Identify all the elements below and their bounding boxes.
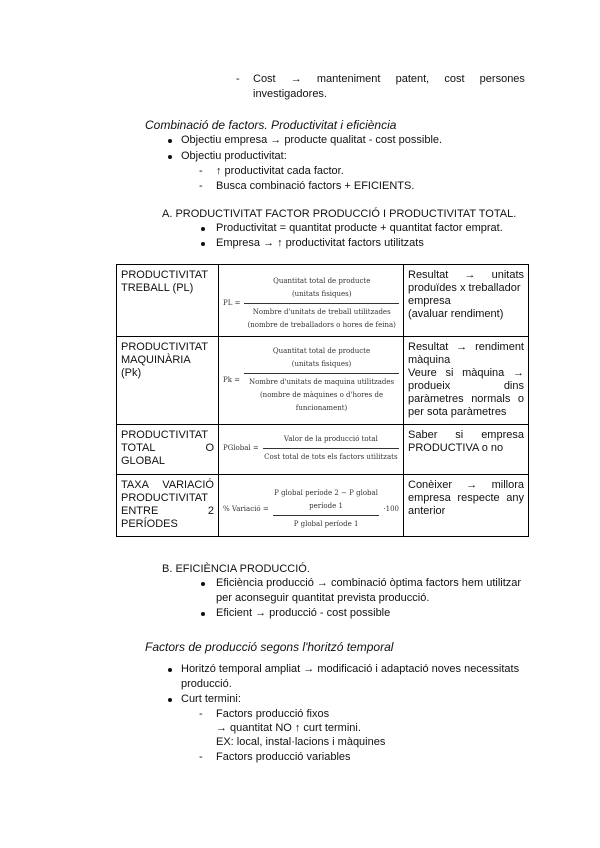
bullet-dot	[168, 668, 172, 672]
sub-item-productivitat: ↑ productivitat cada factor.	[216, 165, 344, 177]
row-label-cell	[117, 425, 219, 475]
desc-line: produeix dins	[408, 380, 524, 392]
section-b-title: B. EFICIÈNCIA PRODUCCIÓ.	[162, 563, 310, 575]
row-label-line: GLOBAL	[121, 455, 166, 467]
bullet-objectiu-productivitat: Objectiu productivitat:	[181, 150, 287, 162]
formula-denominator: (nombre de màquines o d'hores de funcionament)	[259, 391, 384, 412]
sub-item-variables: Factors producció variables	[216, 751, 351, 763]
bullet-dot	[168, 698, 172, 702]
formula-cell	[219, 475, 404, 537]
formula-numerator: (unitats fisiques)	[291, 360, 352, 368]
bullet-dot	[201, 612, 205, 616]
desc-line: Resultat → rendiment	[408, 341, 524, 353]
dash-marker: -	[199, 751, 203, 763]
cost-word: persones	[479, 73, 525, 85]
table-row	[117, 265, 529, 337]
formula-lhs: Pk =	[223, 375, 241, 384]
section-heading-factors: Factors de producció segons l'horitzó temporal	[145, 640, 394, 654]
productivity-table	[116, 264, 529, 537]
row-label-cell	[117, 337, 219, 425]
cost-line-2: investigadores.	[253, 88, 327, 100]
desc-line: Resultat → unitats	[408, 269, 524, 281]
sub-item-fixos-3: EX: local, instal·lacions i màquines	[216, 736, 386, 748]
description-cell	[404, 265, 529, 337]
dash-marker: -	[199, 165, 203, 177]
sub-item-fixos: Factors producció fixos	[216, 708, 330, 720]
row-label-cell	[117, 475, 219, 537]
cost-word: cost	[444, 73, 465, 85]
formula-denominator: Nombre d'unitats de treball utilitzades	[252, 308, 391, 316]
bullet-dot	[201, 582, 205, 586]
formula-denominator: Nombre d'unitats de maquina utilitzades	[248, 378, 395, 386]
formula-denominator: P global període 1	[293, 520, 359, 528]
dash-marker: -	[199, 180, 203, 192]
desc-line: anterior	[408, 505, 446, 517]
row-label-line: (Pk)	[121, 367, 142, 379]
bullet-eficiencia-1: Eficiència producció → combinació òptima factors hem utilitzar	[216, 577, 522, 589]
bullet-horitzo-2: producció.	[181, 678, 232, 690]
row-label-line: TAXA VARIACIÓ	[121, 479, 214, 491]
formula-numerator: (unitats fisiques)	[291, 290, 352, 298]
desc-line: Veure si màquina →	[408, 367, 524, 379]
bullet-productivitat-def: Productivitat = quantitat producte + quantitat factor emprat.	[216, 222, 503, 234]
formula-cell	[219, 425, 404, 475]
desc-line: Conèixer → millora	[408, 479, 524, 491]
bullet-empresa: Empresa → ↑ productivitat factors utilitzats	[216, 237, 424, 249]
formula-cell	[219, 265, 404, 337]
cost-line	[253, 72, 525, 86]
desc-line: produïdes x treballador	[408, 282, 521, 294]
dash-marker: -	[236, 73, 240, 85]
table-row	[117, 337, 529, 425]
formula-numerator: Valor de la producció total	[283, 435, 378, 443]
row-label-line: PRODUCTIVITAT	[121, 429, 208, 441]
desc-line: (avaluar rendiment)	[408, 308, 504, 320]
row-label-line: MAQUINÀRIA	[121, 354, 191, 366]
description-cell	[404, 425, 529, 475]
bullet-eficient: Eficient → producció - cost possible	[216, 607, 391, 619]
formula-numerator: Quantitat total de producte	[272, 347, 371, 355]
desc-line: per sota paràmetres	[408, 406, 507, 418]
desc-line: empresa	[408, 295, 451, 307]
row-label-line: PRODUCTIVITAT	[121, 341, 208, 353]
desc-line: màquina	[408, 354, 451, 366]
formula-lhs: % Variació =	[223, 504, 269, 513]
bullet-objectiu-empresa: Objectiu empresa → producte qualitat - cost possible.	[181, 134, 443, 146]
sub-item-fixos-2: → quantitat NO ↑ curt termini.	[216, 722, 361, 734]
row-label-cell	[117, 265, 219, 337]
formula-lhs: PGlobal =	[223, 444, 259, 452]
formula-cell	[219, 337, 404, 425]
desc-line: paràmetres normals o	[408, 393, 524, 405]
row-label-line: PRODUCTIVITAT	[121, 269, 208, 281]
formula-lhs: PL =	[223, 299, 241, 307]
bullet-dot	[168, 155, 172, 159]
row-label-line: TOTAL O	[121, 442, 214, 454]
desc-line: empresa respecte any	[408, 492, 524, 504]
formula-numerator: Quantitat total de producte	[273, 277, 371, 285]
row-label-line: TREBALL (PL)	[121, 282, 194, 294]
description-cell	[404, 337, 529, 425]
section-heading-combinacio: Combinació de factors. Productivitat i eficiència	[145, 118, 397, 132]
bullet-curt-termini: Curt termini:	[181, 693, 241, 705]
formula-denominator: (nombre de treballadors o hores de feina)	[247, 321, 396, 329]
bullet-dot	[201, 227, 205, 231]
sub-item-combinacio: Busca combinació factors + EFICIENTS.	[216, 180, 415, 192]
bullet-dot	[168, 139, 172, 143]
dash-marker: -	[199, 708, 203, 720]
cost-word: Cost	[253, 73, 276, 85]
desc-line: Saber si empresa	[408, 429, 524, 441]
table-row	[117, 475, 529, 537]
bullet-horitzo-1: Horitzó temporal ampliat → modificació i adaptació noves necessitats	[181, 663, 520, 675]
cost-word: patent,	[395, 73, 430, 85]
table-row	[117, 425, 529, 475]
cost-arrow: →	[290, 73, 302, 85]
row-label-line: ENTRE 2	[121, 505, 214, 517]
formula-denominator: Cost total de tots els factors utilitzats	[264, 453, 398, 461]
formula-numerator: P global període 2 − P global període 1	[274, 489, 378, 510]
row-label-line: PERÍODES	[121, 518, 178, 530]
row-label-line: PRODUCTIVITAT	[121, 492, 208, 504]
bullet-eficiencia-2: per aconseguir quantitat prevista producció.	[216, 592, 430, 604]
cost-word: manteniment	[316, 73, 381, 85]
description-cell	[404, 475, 529, 537]
desc-line: PRODUCTIVA o no	[408, 442, 504, 454]
formula-rhs: ·100	[383, 504, 399, 513]
bullet-dot	[201, 242, 205, 246]
section-a-title: A. PRODUCTIVITAT FACTOR PRODUCCIÓ I PRODUCTIVITAT TOTAL.	[162, 208, 517, 220]
